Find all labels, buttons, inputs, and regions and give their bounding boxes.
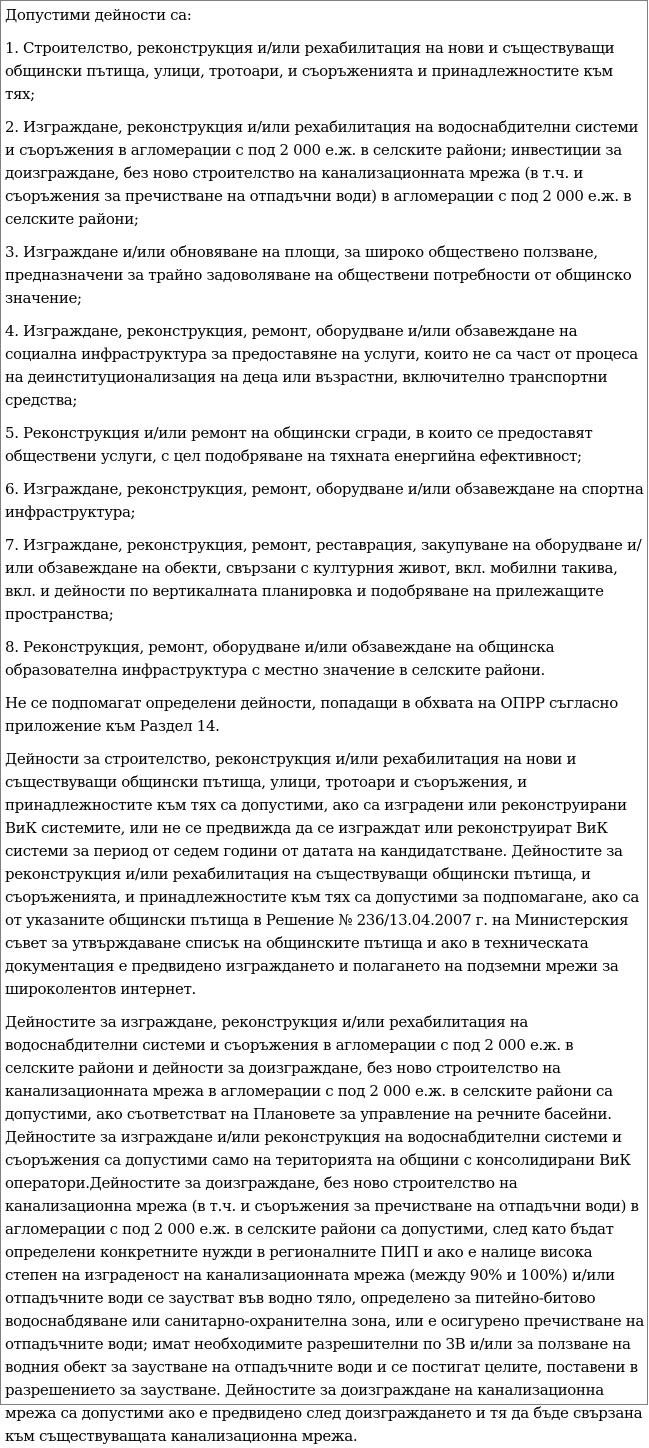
paragraph-2: 2. Изграждане, реконструкция и/или рехабилитация на водоснабдителни системи и съоръжения в агломерации с под 2 000 е.ж. в селските райони; инвестиции за доизграждане, без ново строителство на канализационната мрежа (в т.ч. и съоръжения за пречистване на отпадъчни води) в агломерации с под 2 000 е.ж. в селските райони; xyxy=(5,118,639,228)
paragraph-3: 3. Изграждане и/или обновяване на площи, за широко обществено ползване, предназначени за трайно задоволяване на обществени потребности от общинско значение; xyxy=(5,243,632,307)
document-title: Допустими дейности са: xyxy=(5,6,192,24)
paragraph-water-conditions: Дейностите за изграждане, реконструкция и/или рехабилитация на водоснабдителни системи и съоръжения в агломерации с под 2 000 е.ж. в селските райони и дейности за доизграждане, без ново строителство на канализационната мрежа в агломерации с под 2 000 е.ж. в селските райони са допустими, ако съответстват на Плановете за управление на речните басейни. Дейностите за изграждане и/или реконструкция на водоснабдителни системи и съоръжения са допустими само на територията на общини с консолидирани ВиК оператори.Дейностите за доизграждане, без ново строителство на канализационна мрежа (в т.ч. и съоръжения за пречистване на отпадъчни води) в агломерации с под 2 000 е.ж. в селските райони са допустими, след като бъдат определени конкретните нужди в регионалните ПИП и ако е налице висока степен на изграденост на канализационната мрежа (между 90% и 100%) и/или отпадъчните води се заустват във водно тяло, определено за питейно-битово водоснабдяване или санитарно-охранителна зона, или е осигурено пречистване на отпадъчните води; имат необходимите разрешителни по ЗВ и/или за ползване на водния обект за заустване на отпадъчните води и се постигат целите, поставени в разрешението за заустване. Дейностите за доизграждане на канализационна мрежа са допустими ако е предвидено след доизграждането и тя да бъде свързана към съществуващата канализационна мрежа. xyxy=(5,1013,644,1445)
paragraph-roads-conditions: Дейности за строителство, реконструкция и/или рехабилитация на нови и съществуващи общински пътища, улици, тротоари и съоръжения, и принадлежностите към тях са допустими, ако са изградени или реконструирани ВиК системите, или не се предвижда да се изграждат или реконструират ВиК системи за период от седем години от датата на кандидатстване. Дейностите за реконструкция и/или рехабилитация на съществуващи общински пътища, и съоръженията, и принадлежностите към тях са допустими за подпомагане, ако са от указаните общински пътища в Решение № 236/13.04.2007 г. на Министерския съвет за утвърждаване списък на общинските пътища и ако в техническата документация е предвидено изграждането и полагането на подземни мрежи за широколентов интернет. xyxy=(5,750,639,998)
paragraph-1: 1. Строителство, реконструкция и/или рехабилитация на нови и съществуващи общински пътища, улици, тротоари, и съоръженията и принадлежностите към тях; xyxy=(5,39,615,103)
paragraph-5: 5. Реконструкция и/или ремонт на общински сгради, в които се предоставят обществени услуги, с цел подобряване на тяхната енергийна ефективност; xyxy=(5,424,593,465)
paragraph-7: 7. Изграждане, реконструкция, ремонт, реставрация, закупуване на оборудване и/или обзавеждане на обекти, свързани с културния живот, вкл. мобилни такива, вкл. и дейности по вертикалната планировка и подобряване на прилежащите пространства; xyxy=(5,536,642,623)
paragraph-8: 8. Реконструкция, ремонт, оборудване и/или обзавеждане на общинска образователна инфраструктура с местно значение в селските райони. xyxy=(5,638,555,679)
paragraph-exclusions: Не се подпомагат определени дейности, попадащи в обхвата на ОПРР съгласно приложение към Раздел 14. xyxy=(5,694,618,735)
paragraph-6: 6. Изграждане, реконструкция, ремонт, оборудване и/или обзавеждане на спортна инфраструктура; xyxy=(5,480,644,521)
paragraph-4: 4. Изграждане, реконструкция, ремонт, оборудване и/или обзавеждане на социална инфраструктура за предоставяне на услуги, които не са част от процеса на деинституционализация на деца или възрастни, включително транспортни средства; xyxy=(5,322,638,409)
